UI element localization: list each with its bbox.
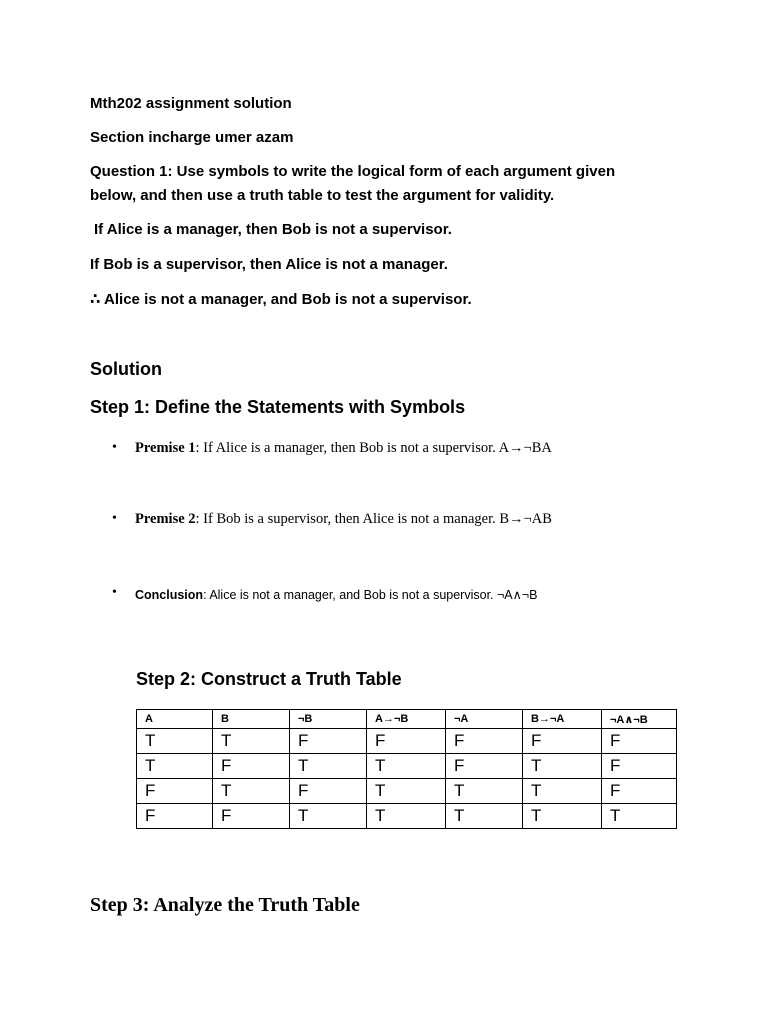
argument-premise-1: If Alice is a manager, then Bob is not a supervisor. [94, 221, 452, 238]
table-cell: T [137, 754, 213, 779]
premise-2-item [135, 511, 552, 528]
table-row [137, 729, 677, 754]
table-cell: F [523, 729, 602, 754]
argument-conclusion: ∴ Alice is not a manager, and Bob is not a supervisor. [90, 291, 472, 308]
document-title: Mth202 assignment solution [90, 95, 292, 112]
truth-table-header-row [137, 710, 677, 729]
table-cell: T [523, 804, 602, 829]
premise-1-label: Premise 1 [135, 440, 196, 456]
table-cell: T [213, 729, 290, 754]
table-cell: F [602, 754, 677, 779]
conclusion-label: Conclusion [135, 588, 204, 602]
conclusion-text: : Alice is not a manager, and Bob is not a supervisor. ¬A∧¬B [203, 588, 538, 602]
table-cell: T [523, 754, 602, 779]
table-cell: T [290, 804, 367, 829]
table-cell: F [290, 779, 367, 804]
bullet-icon: • [112, 585, 117, 600]
premise-1-text: : If Alice is a manager, then Bob is not a supervisor. A→¬BA [195, 440, 552, 456]
truth-table-header: A [137, 710, 213, 729]
step1-heading: Step 1: Define the Statements with Symbols [90, 397, 466, 417]
truth-table-header: B→¬A [523, 710, 602, 729]
premise-2-label: Premise 2 [135, 511, 196, 527]
truth-table-header: A→¬B [367, 710, 446, 729]
table-cell: F [137, 804, 213, 829]
table-cell: T [602, 804, 677, 829]
table-cell: T [213, 779, 290, 804]
table-cell: F [367, 729, 446, 754]
solution-heading: Solution [90, 359, 162, 379]
table-cell: F [602, 729, 677, 754]
truth-table [136, 709, 677, 829]
table-cell: T [446, 804, 523, 829]
premise-1-item [135, 440, 552, 457]
table-cell: T [137, 729, 213, 754]
premise-2-text: : If Bob is a supervisor, then Alice is not a manager. B→¬AB [195, 511, 552, 527]
step2-heading: Step 2: Construct a Truth Table [136, 669, 402, 689]
table-cell: T [446, 779, 523, 804]
section-incharge: Section incharge umer azam [90, 129, 294, 146]
table-row [137, 804, 677, 829]
argument-premise-2: If Bob is a supervisor, then Alice is not a manager. [90, 256, 448, 273]
table-cell: F [290, 729, 367, 754]
truth-table-header: B [213, 710, 290, 729]
conclusion-item [135, 587, 537, 602]
table-cell: T [523, 779, 602, 804]
table-cell: T [367, 754, 446, 779]
bullet-icon: • [112, 511, 117, 526]
table-cell: F [137, 779, 213, 804]
truth-table-header: ¬A [446, 710, 523, 729]
truth-table-header: ¬B [290, 710, 367, 729]
table-row [137, 754, 677, 779]
truth-table-header: ¬A∧¬B [602, 710, 677, 729]
table-cell: T [367, 804, 446, 829]
step3-heading: Step 3: Analyze the Truth Table [90, 894, 360, 916]
table-cell: T [290, 754, 367, 779]
table-cell: F [446, 729, 523, 754]
table-cell: F [213, 754, 290, 779]
question-line-2: below, and then use a truth table to test the argument for validity. [90, 187, 555, 204]
table-cell: F [213, 804, 290, 829]
question-line-1: Question 1: Use symbols to write the logical form of each argument given [90, 163, 616, 180]
bullet-icon: • [112, 440, 117, 455]
table-cell: T [367, 779, 446, 804]
table-row [137, 779, 677, 804]
table-cell: F [446, 754, 523, 779]
table-cell: F [602, 779, 677, 804]
